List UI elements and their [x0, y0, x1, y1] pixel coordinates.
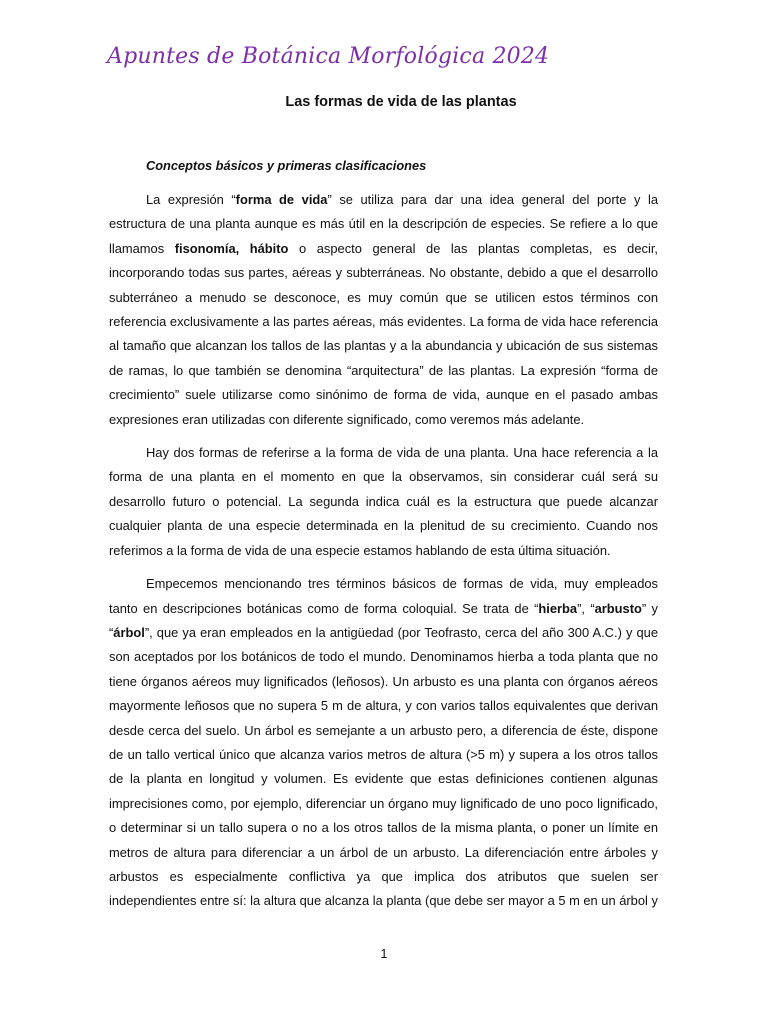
text-run: ” y “: [109, 600, 659, 640]
body-text: [109, 188, 658, 923]
paragraph: [109, 441, 658, 563]
section-heading: Conceptos básicos y primeras clasificaciones: [146, 158, 427, 173]
bold-term: forma de vida: [235, 192, 328, 207]
text-run: Empecemos mencionando tres términos básicos de formas de vida, muy empleados tanto en descripciones botánicas como de forma coloquial. Se trata de “: [109, 576, 658, 616]
bold-term: hierba: [538, 600, 578, 616]
bold-term: arbusto: [594, 600, 642, 616]
page-number: 1: [380, 947, 388, 961]
text-run: ”, que ya eran empleados en la antigüedad (por Teofrasto, cerca del año 300 A.C.) y que son aceptados por los botánicos de todo el mundo. Denominamos hierba a toda planta que no tiene órganos aéreos muy lignificados (leñosos). Un arbusto es una planta con órganos aéreos mayormente leñosos que no supera 5 m de altura, y con varios tallos equivalentes que derivan desde cerca del suelo. Un árbol es semejante a un arbusto pero, a diferencia de éste, dispone de un tallo vertical único que alcanza varios metros de altura (>5 m) y supera a los otros tallos de la planta en longitud y volumen. Es evidente que estas definiciones contienen algunas imprecisiones como, por ejemplo, diferenciar un órgano muy lignificado de uno poco lignificado, o determinar si un tallo supera o no a los otros tallos de la misma planta, o poner un límite en metros de altura para diferenciar a un árbol de un arbusto. La diferenciación entre árboles y arbustos es especialmente conflictiva ya que implica dos atributos que suelen ser independientes entre sí: la altura que alcanza la planta (que debe ser mayor a 5 m en un árbol y: [109, 624, 658, 909]
running-header: Apuntes de Botánica Morfológica 2024: [107, 44, 550, 69]
paragraph: [109, 572, 658, 914]
text-run: o aspecto general de las plantas completas, es decir, incorporando todas sus partes, aéreas y subterráneas. No obstante, debido a que el desarrollo subterráneo a menudo se desconoce, es muy común que se utilicen estos términos con referencia exclusivamente a las partes aéreas, más evidentes. La forma de vida hace referencia al tamaño que alcanzan los tallos de las plantas y a la abundancia y ubicación de sus sistemas de ramas, lo que también se denomina “arquitectura” de las plantas. La expresión “forma de crecimiento” suele utilizarse como sinónimo de forma de vida, aunque en el pasado ambas expresiones eran utilizadas con diferente significado, como veremos más adelante.: [109, 240, 658, 427]
paragraph: [109, 188, 658, 432]
bold-term: árbol: [113, 624, 145, 640]
text-run: La expresión “: [146, 192, 236, 207]
text-run: ”, “: [577, 600, 595, 616]
text-run: ” se utiliza para dar una idea general del porte y la estructura de una planta aunque es más útil en la descripción de especies. Se refiere a lo que llamamos: [109, 192, 658, 256]
document-title: Las formas de vida de las plantas: [285, 94, 517, 110]
bold-term: fisonomía, hábito: [174, 240, 289, 256]
text-run: Hay dos formas de referirse a la forma de vida de una planta. Una hace referencia a la forma de una planta en el momento en que la observamos, sin considerar cuál será su desarrollo futuro o potencial. La segunda indica cuál es la estructura que puede alcanzar cualquier planta de una especie determinada en la plenitud de su crecimiento. Cuando nos referimos a la forma de vida de una especie estamos hablando de esta última situación.: [109, 445, 658, 558]
